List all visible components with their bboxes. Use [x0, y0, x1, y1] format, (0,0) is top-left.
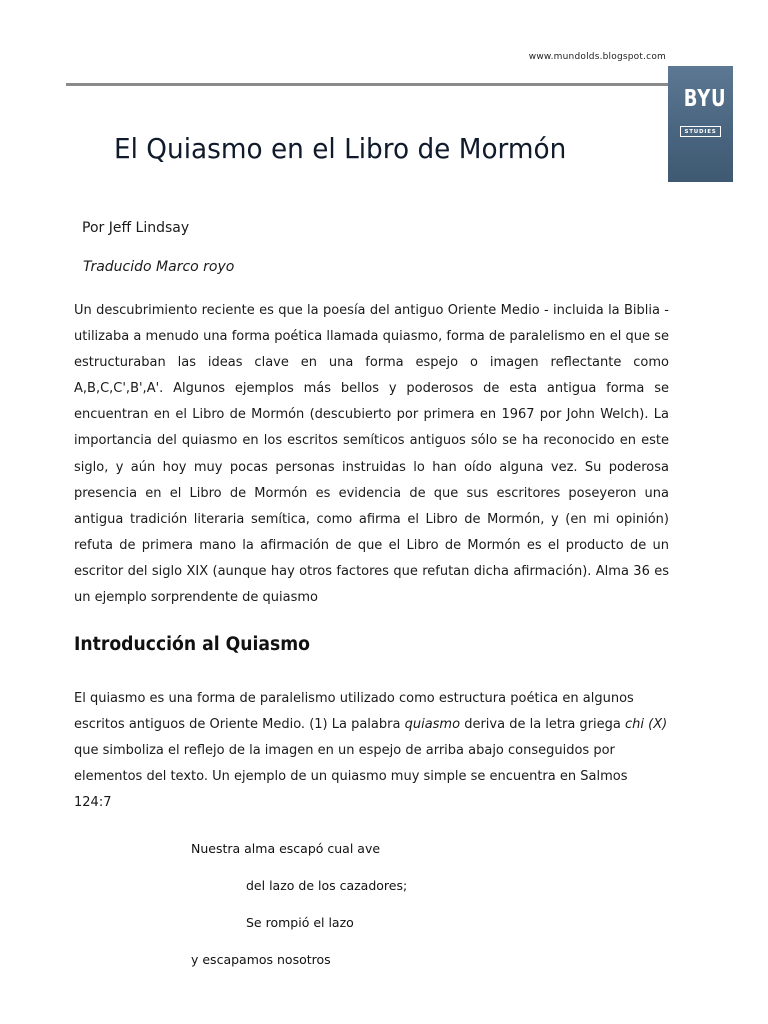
section-paragraph	[74, 686, 669, 816]
poem-line: Se rompió el lazo	[246, 915, 354, 930]
term-chi: chi (X)	[625, 717, 668, 733]
term-quiasmo: quiasmo	[404, 717, 461, 733]
logo-subtitle: STUDIES	[680, 126, 721, 137]
section-heading: Introducción al Quiasmo	[74, 634, 310, 655]
poem-line: Nuestra alma escapó cual ave	[191, 841, 381, 856]
author-line: Por Jeff Lindsay	[82, 220, 190, 236]
site-url[interactable]: www.mundolds.blogspot.com	[528, 52, 666, 62]
translator-line: Traducido Marco royo	[83, 259, 235, 275]
section-paragraph-text-2: deriva de la letra griega	[460, 717, 625, 733]
document-title: El Quiasmo en el Libro de Mormón	[114, 132, 567, 165]
section-paragraph-text-3: que simboliza el reflejo de la imagen en un espejo de arriba abajo conseguidos por elementos del texto. Un ejemplo de un quiasmo muy simple se encuentra en Salmos 124:7	[74, 743, 628, 811]
header-divider	[66, 83, 668, 86]
byu-studies-logo	[668, 66, 733, 182]
poem-line: del lazo de los cazadores;	[246, 878, 408, 893]
section-paragraph-text-1: El quiasmo es una forma de paralelismo utilizado como estructura poética en algunos escritos antiguos de Oriente Medio. (1) La palabra	[74, 691, 634, 733]
logo-mark: BYU	[683, 86, 727, 112]
intro-paragraph: Un descubrimiento reciente es que la poesía del antiguo Oriente Medio - incluida la Biblia - utilizaba a menudo una forma poética llamada quiasmo, forma de paralelismo en el que se estructuraban las ideas clave en una forma espejo o imagen reflectante como A,B,C,C',B',A'. Algunos ejemplos más bellos y poderosos de esta antigua forma se encuentran en el Libro de Mormón (descubierto por primera en 1967 por John Welch). La importancia del quiasmo en los escritos semíticos antiguos sólo se ha reconocido en este siglo, y aún hoy muy pocas personas instruidas lo han oído alguna vez. Su poderosa presencia en el Libro de Mormón es evidencia de que sus escritores poseyeron una antigua tradición literaria semítica, como afirma el Libro de Mormón, y (en mi opinión) refuta de primera mano la afirmación de que el Libro de Mormón es el producto de un escritor del siglo XIX (aunque hay otros factores que refutan dicha afirmación). Alma 36 es un ejemplo sorprendente de quiasmo	[74, 303, 669, 606]
poem-line: y escapamos nosotros	[191, 952, 331, 967]
